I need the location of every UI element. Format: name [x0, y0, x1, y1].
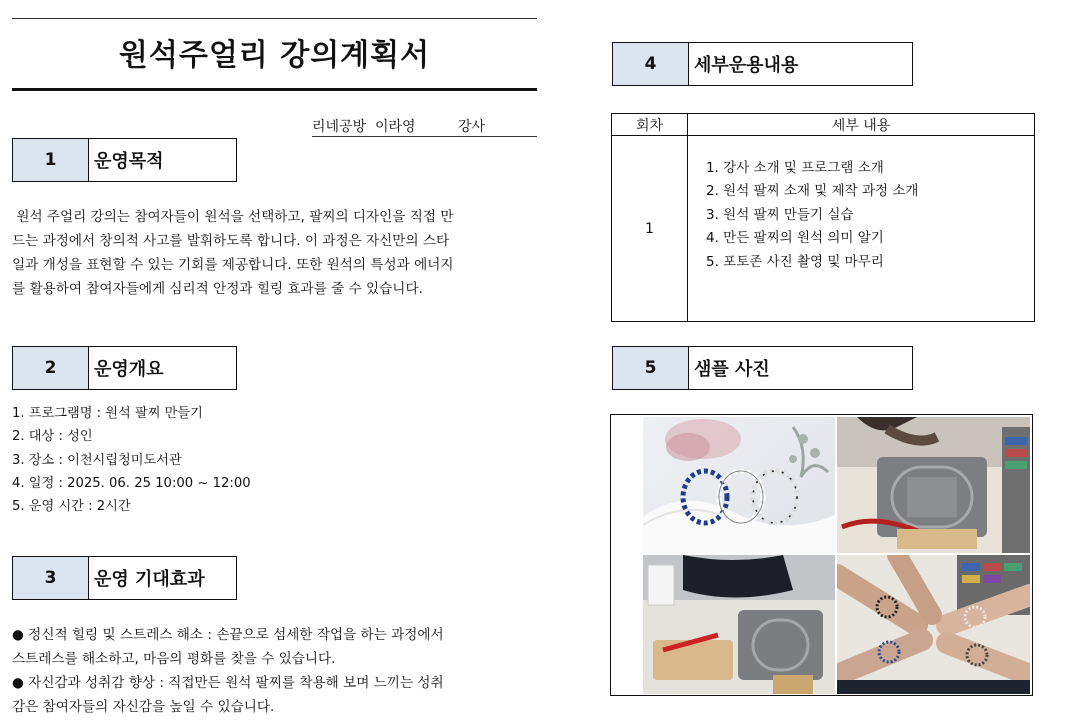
detail-item: 1. 강사 소개 및 프로그램 소개 — [706, 159, 884, 176]
detail-item: 4. 만든 팔찌의 원석 의미 알기 — [706, 230, 884, 247]
section-3-header — [12, 556, 237, 600]
section-5-header — [612, 346, 913, 390]
section-title: 운영목적 — [89, 139, 236, 181]
section-title: 샘플 사진 — [689, 347, 912, 389]
section-1-header — [12, 138, 237, 182]
detail-list — [688, 157, 1034, 301]
section-1-body — [12, 205, 542, 301]
list-item: 1. 프로그램명 : 원석 팔찌 만들기 — [12, 406, 203, 421]
workshop-board-photo — [837, 417, 1030, 553]
section-title: 운영 기대효과 — [89, 557, 236, 599]
section-number: 4 — [613, 43, 689, 85]
table-tools-photo — [643, 555, 835, 694]
author-name: 리네공방 이라영 — [312, 119, 416, 135]
body-line: 드는 과정에서 창의적 사고를 발휘하도록 합니다. 이 과정은 자신만의 스타 — [12, 233, 450, 249]
session-number: 1 — [612, 136, 688, 322]
section-2-list — [12, 402, 532, 518]
section-4-header — [612, 42, 913, 86]
detail-item: 3. 원석 팔찌 만들기 실습 — [706, 206, 854, 223]
title-rule-top — [12, 18, 537, 19]
body-line: ● 정신적 힐링 및 스트레스 해소 : 손끝으로 섬세한 작업을 하는 과정에서 — [12, 627, 444, 643]
header-session: 회차 — [612, 114, 688, 136]
section-number: 5 — [613, 347, 689, 389]
body-line: 스트레스를 해소하고, 마음의 평화를 찾을 수 있습니다. — [12, 651, 336, 667]
section-3-body — [12, 623, 542, 719]
body-line: ● 자신감과 성취감 향상 : 직접만든 원석 팔찌를 착용해 보며 느끼는 성취 — [12, 675, 444, 691]
detail-item: 5. 포토존 사진 촬영 및 마무리 — [706, 253, 884, 270]
title-rule-bottom — [12, 88, 537, 91]
sample-photo-frame — [610, 414, 1033, 696]
section-number: 3 — [13, 557, 89, 599]
list-item: 5. 운영 시간 : 2시간 — [12, 499, 131, 515]
section-2-header — [12, 346, 237, 390]
list-item: 4. 일정 : 2025. 06. 25 10:00 ~ 12:00 — [12, 475, 251, 491]
author-role: 강사 — [458, 119, 486, 135]
body-line: 원석 주얼리 강의는 참여자들이 원석을 선택하고, 팔찌의 디자인을 직접 만 — [12, 209, 454, 225]
body-line: 를 활용하여 참여자들에게 심리적 안정과 힐링 효과를 줄 수 있습니다. — [12, 281, 423, 297]
group-bracelets-photo — [837, 555, 1030, 694]
list-item: 2. 대상 : 성인 — [12, 429, 93, 445]
table-header-row — [612, 114, 1035, 136]
list-item: 3. 장소 : 이천시립청미도서관 — [12, 452, 182, 468]
body-line: 일과 개성을 표현할 수 있는 기회를 제공합니다. 또한 원석의 특성과 에너지 — [12, 257, 454, 273]
schedule-table — [611, 113, 1035, 322]
table-row — [612, 136, 1035, 322]
author-line — [312, 116, 537, 137]
section-title: 세부운용내용 — [689, 43, 912, 85]
session-detail — [688, 136, 1035, 322]
section-number: 2 — [13, 347, 89, 389]
section-title: 운영개요 — [89, 347, 236, 389]
header-detail: 세부 내용 — [688, 114, 1035, 136]
body-line: 감은 참여자들의 자신감을 높일 수 있습니다. — [12, 699, 275, 715]
detail-item: 2. 원석 팔찌 소재 및 제작 과정 소개 — [706, 183, 919, 200]
section-number: 1 — [13, 139, 89, 181]
document-title: 원석주얼리 강의계획서 — [118, 38, 431, 73]
bracelets-photo — [643, 417, 835, 553]
